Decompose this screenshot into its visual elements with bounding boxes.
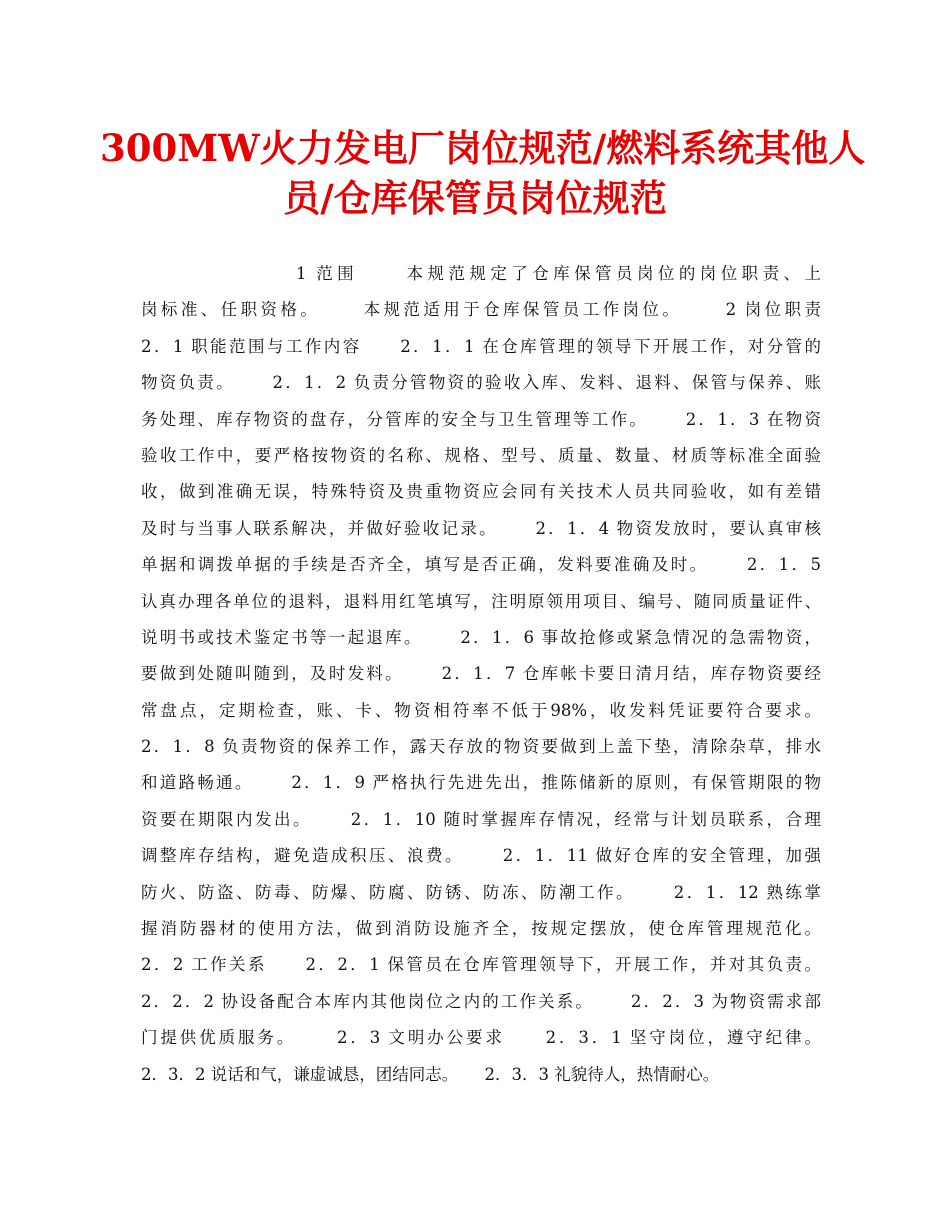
body-line: 门提供优质服务。 2．3 文明办公要求 2．3．1 坚守岗位，遵守纪律。 — [141, 1028, 821, 1048]
body-line: 收，做到准确无误，特殊特资及贵重物资应会同有关技术人员共同验收，如有差错 — [141, 482, 821, 502]
body-line: 2．3．2 说话和气，谦虚诚恳，团结同志。 2．3．3 礼貌待人，热情耐心。 — [141, 1064, 720, 1084]
title-line: 300MW火力发电厂岗位规范/燃料系统其他人 — [100, 126, 866, 170]
body-line: 单据和调拨单据的手续是否齐全，填写是否正确，发料要准确及时。 2．1．5 — [141, 555, 821, 575]
body-line: 资要在期限内发出。 2．1．10 随时掌握库存情况，经常与计划员联系，合理 — [141, 809, 821, 829]
body-line: 调整库存结构，避免造成积压、浪费。 2．1．11 做好仓库的安全管理，加强 — [141, 846, 821, 866]
body-line: 及时与当事人联系解决，并做好验收记录。 2．1．4 物资发放时，要认真审核 — [141, 518, 821, 538]
body-line: 务处理、库存物资的盘存，分管库的安全与卫生管理等工作。 2．1．3 在物资 — [141, 409, 821, 429]
body-line: 认真办理各单位的退料，退料用红笔填写，注明原领用项目、编号、随同质量证件、 — [141, 591, 821, 611]
body-line: 防火、防盗、防毒、防爆、防腐、防锈、防冻、防潮工作。 2．1．12 熟练掌 — [141, 882, 821, 902]
body-line: 岗标准、任职资格。 本规范适用于仓库保管员工作岗位。 2 岗位职责 — [141, 300, 821, 320]
document-body — [141, 256, 821, 1093]
document-title — [100, 123, 866, 223]
body-line: 说明书或技术鉴定书等一起退库。 2．1．6 事故抢修或紧急情况的急需物资， — [141, 627, 821, 647]
body-line: 2．1 职能范围与工作内容 2．1．1 在仓库管理的领导下开展工作，对分管的 — [141, 336, 821, 356]
body-line: 握消防器材的使用方法，做到消防设施齐全，按规定摆放，使仓库管理规范化。 — [141, 919, 821, 939]
body-line: 和道路畅通。 2．1．9 严格执行先进先出，推陈储新的原则，有保管期限的物 — [141, 773, 821, 793]
body-line: 要做到处随叫随到，及时发料。 2．1．7 仓库帐卡要日清月结，库存物资要经 — [141, 664, 821, 684]
title-line: 员/仓库保管员岗位规范 — [283, 176, 667, 220]
body-line: 1 范围 本规范规定了仓库保管员岗位的岗位职责、上 — [141, 264, 821, 283]
body-line: 2．2．2 协设备配合本库内其他岗位之内的工作关系。 2．2．3 为物资需求部 — [141, 991, 821, 1011]
body-line: 验收工作中，要严格按物资的名称、规格、型号、质量、数量、材质等标准全面验 — [141, 445, 821, 465]
body-line: 2．1．8 负责物资的保养工作，露天存放的物资要做到上盖下垫，清除杂草，排水 — [141, 737, 821, 757]
body-line: 2．2 工作关系 2．2．1 保管员在仓库管理领导下，开展工作，并对其负责。 — [141, 955, 821, 975]
body-line: 常盘点，定期检查，账、卡、物资相符率不低于98%，收发料凭证要符合要求。 — [141, 700, 821, 720]
body-line: 物资负责。 2．1．2 负责分管物资的验收入库、发料、退料、保管与保养、账 — [141, 373, 821, 393]
